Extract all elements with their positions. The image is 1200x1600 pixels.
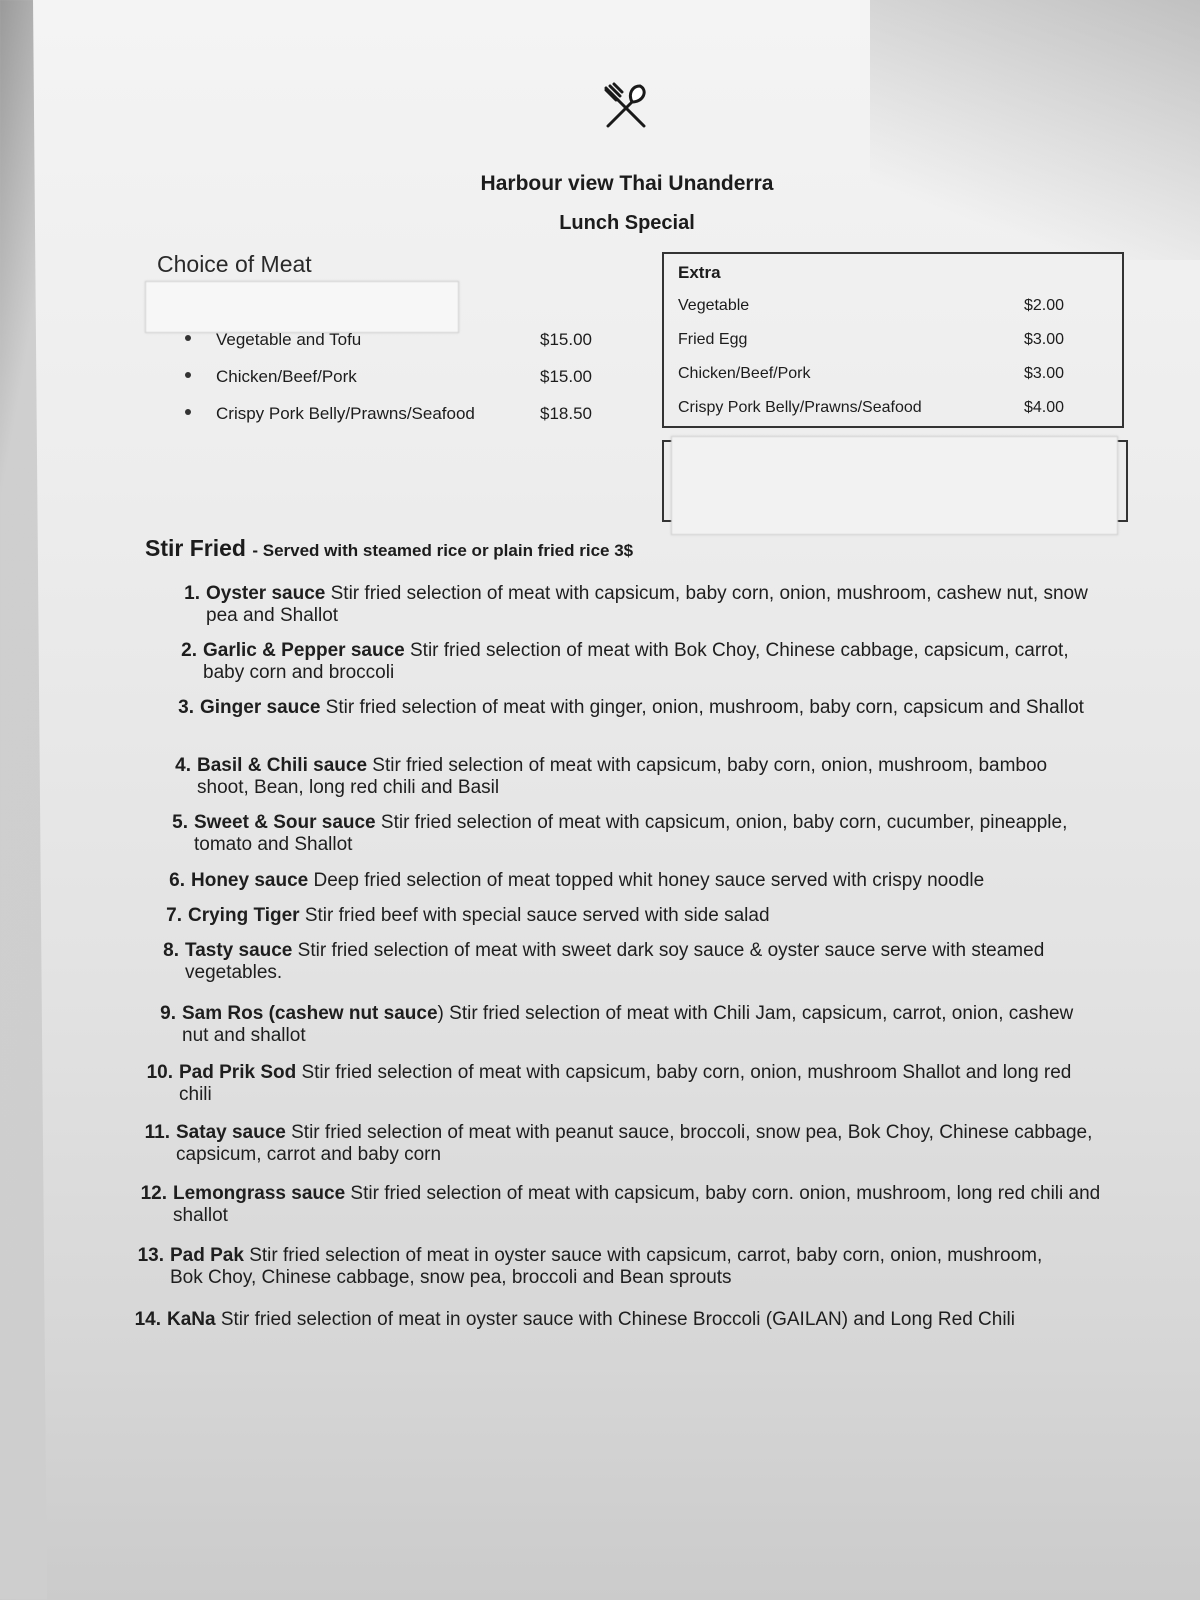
dish-description: Stir fried selection of meat with capsicum, onion, baby corn, cucumber, pineapple, tomato and Shallot — [194, 812, 1068, 855]
dish-text — [191, 870, 1101, 892]
dish-description: Stir fried selection of meat with capsicum, baby corn, onion, mushroom, cashew nut, snow pea and Shallot — [206, 583, 1088, 626]
extra-item — [678, 365, 1108, 383]
extra-item-name: Vegetable — [678, 297, 750, 314]
dish-number: 12. — [140, 1183, 167, 1204]
extra-item-name: Crispy Pork Belly/Prawns/Seafood — [678, 399, 922, 416]
dish-name: Lemongrass sauce — [173, 1183, 346, 1204]
dish-name: Crying Tiger — [188, 905, 300, 926]
fork-knife-icon — [602, 82, 650, 130]
dish-name: Tasty sauce — [185, 940, 293, 961]
dish-description: Stir fried selection of meat with capsicum, baby corn. onion, mushroom, long red chili and shallot — [173, 1183, 1101, 1226]
dish-text — [179, 1062, 1109, 1106]
dish-number: 14. — [134, 1309, 161, 1330]
dish-name: Satay sauce — [176, 1122, 286, 1143]
bullet-icon — [185, 372, 191, 378]
dish-text — [206, 583, 1106, 627]
dish-name: Sweet & Sour sauce — [194, 812, 376, 833]
dish-number: 13. — [137, 1245, 164, 1266]
dish-name: Pad Pak — [170, 1245, 244, 1266]
dish-description: Stir fried selection of meat with Bok Choy, Chinese cabbage, capsicum, carrot, baby corn and broccoli — [203, 640, 1069, 683]
dish-description: Stir fried selection of meat in oyster sauce with Chinese Broccoli (GAILAN) and Long Red Chili — [215, 1309, 1015, 1330]
dish-text — [203, 640, 1103, 684]
dish-number: 8. — [163, 940, 179, 961]
extra-item-price: $3.00 — [1024, 365, 1065, 382]
extra-item-name: Chicken/Beef/Pork — [678, 365, 811, 382]
dish-number: 11. — [144, 1122, 170, 1143]
dish-text — [173, 1183, 1118, 1227]
meat-option-price: $18.50 — [540, 404, 592, 423]
section-title: Stir Fried — [145, 535, 246, 561]
dish-name: Basil & Chili sauce — [197, 755, 368, 776]
bullet-icon — [185, 409, 191, 415]
dish-text — [200, 697, 1100, 719]
dish-number: 3. — [178, 697, 194, 718]
section-subtitle: - Served with steamed rice or plain fried rice 3$ — [252, 541, 634, 560]
dish-description: Stir fried selection of meat with sweet dark soy sauce & oyster sauce serve with steamed vegetables. — [185, 940, 1045, 983]
redacted-note — [145, 281, 459, 333]
dish-number: 10. — [146, 1062, 173, 1083]
dish-name: Pad Prik Sod — [179, 1062, 297, 1083]
dish-text — [167, 1309, 1107, 1331]
dish-number: 7. — [166, 905, 182, 926]
extra-item — [678, 331, 1108, 349]
dish-description: Deep fried selection of meat topped whit honey sauce served with crispy noodle — [308, 870, 985, 891]
extra-item — [678, 399, 1108, 417]
dish-number: 9. — [160, 1003, 176, 1024]
extra-item-price: $2.00 — [1024, 297, 1065, 314]
restaurant-name: Harbour view Thai Unanderra — [480, 172, 774, 195]
meat-option-name: Chicken/Beef/Pork — [216, 367, 357, 386]
dish-text — [194, 812, 1074, 856]
extra-box — [662, 252, 1124, 428]
extra-item — [678, 297, 1108, 315]
dish-number: 5. — [172, 812, 188, 833]
extra-heading: Extra — [678, 263, 721, 282]
dish-name: KaNa — [167, 1309, 216, 1330]
dish-name: Oyster sauce — [206, 583, 326, 604]
meat-option-name: Crispy Pork Belly/Prawns/Seafood — [216, 404, 475, 423]
dish-number: 4. — [175, 755, 191, 776]
dish-number: 2. — [181, 640, 197, 661]
dish-description: ) Stir fried selection of meat with Chili Jam, capsicum, carrot, onion, cashew nut and shallot — [182, 1003, 1074, 1046]
dish-description: Stir fried selection of meat with ginger, onion, mushroom, baby corn, capsicum and Shallot — [320, 697, 1084, 718]
dish-text — [188, 905, 1088, 927]
extra-item-price: $4.00 — [1024, 399, 1065, 416]
dish-text — [176, 1122, 1136, 1166]
dish-text — [182, 1003, 1102, 1047]
dish-text — [185, 940, 1065, 984]
dish-name: Sam Ros (cashew nut sauce — [182, 1003, 438, 1024]
meat-option-name: Vegetable and Tofu — [216, 330, 362, 349]
stir-fried-heading — [145, 535, 633, 562]
dish-description: Stir fried selection of meat with peanut sauce, broccoli, snow pea, Bok Choy, Chinese cabbage, capsicum, carrot and baby corn — [176, 1122, 1093, 1165]
extra-item-name: Fried Egg — [678, 331, 748, 348]
extra-item-price: $3.00 — [1024, 331, 1065, 348]
dish-name: Honey sauce — [191, 870, 309, 891]
dish-name: Ginger sauce — [200, 697, 321, 718]
meat-option-price: $15.00 — [540, 367, 592, 386]
menu-paper — [33, 0, 1200, 1600]
choice-of-meat-heading: Choice of Meat — [157, 251, 312, 277]
dish-name: Garlic & Pepper sauce — [203, 640, 405, 661]
dish-description: Stir fried beef with special sauce served with side salad — [299, 905, 770, 926]
dish-text — [170, 1245, 1070, 1289]
bullet-icon — [185, 335, 191, 341]
dish-number: 1. — [184, 583, 200, 604]
menu-title: Lunch Special — [559, 212, 695, 234]
dish-text — [197, 755, 1077, 799]
dish-number: 6. — [169, 870, 185, 891]
redacted-note — [671, 436, 1118, 535]
dish-description: Stir fried selection of meat with capsicum, baby corn, onion, mushroom Shallot and long red chili — [179, 1062, 1072, 1105]
dish-description: Stir fried selection of meat with capsicum, baby corn, onion, mushroom, bamboo shoot, Bean, long red chili and Basil — [197, 755, 1048, 798]
dish-description: Stir fried selection of meat in oyster sauce with capsicum, carrot, baby corn, onion, mushroom, Bok Choy, Chinese cabbage, snow pea, broccoli and Bean sprouts — [170, 1245, 1043, 1288]
meat-option-price: $15.00 — [540, 330, 592, 349]
